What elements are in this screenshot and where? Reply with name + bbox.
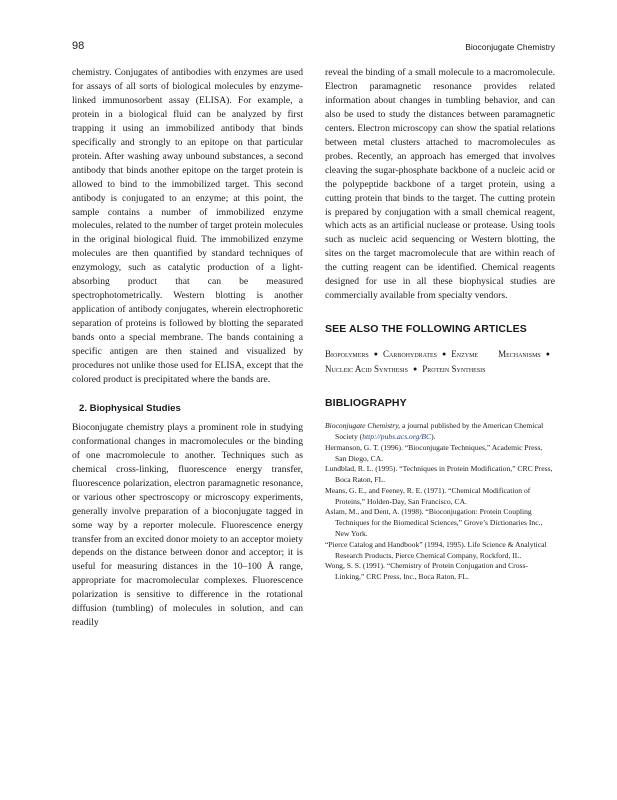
entry-text: ).: [431, 431, 436, 441]
bibliography-entry: Hermanson, G. T. (1996). “Bioconjugate Techniques,” Academic Press, San Diego, CA.: [325, 442, 543, 463]
journal-title: Bioconjugate Chemistry,: [325, 421, 401, 431]
article-link[interactable]: Nucleic Acid Synthesis: [325, 364, 409, 375]
page-number: 98: [72, 40, 85, 52]
bibliography-entry: Means, G. E., and Feeney, R. E. (1971). “Chemical Modification of Proteins,” Holden-Day, San Francisco, CA.: [325, 485, 531, 506]
left-column: [72, 66, 303, 630]
bibliography-entry: Lundblad, R. L. (1995). “Techniques in Protein Modification,” CRC Press, Boca Raton, FL.: [325, 464, 553, 485]
section-heading: SEE ALSO THE FOLLOWING ARTICLES: [325, 323, 527, 336]
bullet-separator: ●: [413, 365, 418, 374]
see-also-section: [325, 323, 555, 377]
running-head: Bioconjugate Chemistry: [465, 42, 555, 52]
article-link[interactable]: Carbohydrates: [382, 349, 437, 360]
bibliography-entry: Wong, S. S. (1991). “Chemistry of Protein Conjugation and Cross-Linking,” CRC Press, Inc., Boca Raton, FL.: [325, 561, 528, 582]
bibliography-entry: [325, 421, 555, 443]
bibliography-section: [325, 397, 555, 583]
bullet-separator: ●: [545, 350, 550, 359]
body-paragraph: Bioconjugate chemistry plays a prominent role in studying conformational changes in macromolecules or the binding of one macromolecule to another. Techniques such as chemical cross-linking, fluorescence energy transfer, fluorescence polarization, electron paramagnetic resonance, or various other spectroscopy or microscopy experiments, generally involve preparation of a bioconjugate tagged in some way by a reporter molecule. Fluorescence energy transfer from an excited donor moiety to an acceptor moiety depends on the distance between donor and acceptor; it is useful for measuring distances in the 10–100 Å range, appropriate for macromolecular complexes. Fluorescence polarization is sensitive to difference in the rotational diffusion (tumbling) of molecules in solution, and can readily: [72, 421, 303, 629]
journal-url-link[interactable]: http://pubs.acs.org/BC: [362, 431, 432, 441]
bibliography-entry: Aslam, M., and Dent, A. (1998). “Bioconjugation: Protein Coupling Techniques for the Biomedical Sciences,” Grove’s Dictionaries Inc., New York.: [325, 507, 543, 539]
section-heading: BIBLIOGRAPHY: [325, 397, 407, 410]
see-also-list: [325, 347, 555, 377]
article-link[interactable]: Biopolymers: [325, 349, 369, 360]
article-link[interactable]: Protein Synthesis: [422, 364, 486, 375]
entry-text: a journal published by the American Chemical Society (: [335, 421, 544, 441]
bullet-separator: ●: [373, 350, 378, 359]
right-column: [325, 66, 555, 583]
article-link[interactable]: Enzyme Mechanisms: [451, 349, 541, 360]
bibliography-list: [325, 421, 555, 583]
bibliography-entry: “Pierce Catalog and Handbook” (1994, 1995). Life Science & Analytical Research Products, Pierce Chemical Company, Rockford, IL.: [325, 539, 547, 560]
subsection-heading: 2. Biophysical Studies: [79, 402, 181, 414]
body-paragraph: chemistry. Conjugates of antibodies with enzymes are used for assays of all sorts of biological molecules by enzyme-linked immunosorbent assay (ELISA). For example, a protein in a biological fluid can be analyzed by first trapping it using an immobilized antibody that binds specifically and strongly to an epitope on that particular protein. After washing away unbound substances, a second antibody that binds another epitope on the target protein is allowed to bind to the immobilized target. This second antibody is conjugated to an enzyme; at this point, the sample contains a number of immobilized enzyme molecules, related to the number of target protein molecules in the original biological fluid. The immobilized enzyme molecules are then quantified by standard techniques of enzymology, such as catalytic production of a light-absorbing product that can be measured spectrophotometrically. Western blotting is another application of antibody conjugates, wherein electrophoretic separation of proteins is followed by blotting the separated bands onto a special membrane. The bands containing a specific antigen are then stained and visualized by procedures not unlike those used for ELISA, except that the colored product is precipitated where the bands are.: [72, 67, 303, 385]
body-paragraph: reveal the binding of a small molecule to a macromolecule. Electron paramagnetic resonance provides related information about changes in tumbling behavior, and can also be used to study the distances between paramagnetic centers. Electron microscopy can show the spatial relations between metal clusters attached to macromolecules as probes. Recently, an approach has emerged that involves cleaving the sugar-phosphate backbone of a nucleic acid or the polypeptide backbone of a target protein, using a cutting protein that binds to the target. The cutting protein is prepared by conjugation with a small chemical reagent, which acts as an artificial nuclease or protease. Using tools such as nucleic acid sequencing or Western blotting, the sites on the target macromolecule that are within reach of the cutting reagent can be identified. Chemical reagents designed for use in all these biophysical studies are commercially available from specialty vendors.: [325, 67, 555, 302]
bullet-separator: ●: [442, 350, 447, 359]
